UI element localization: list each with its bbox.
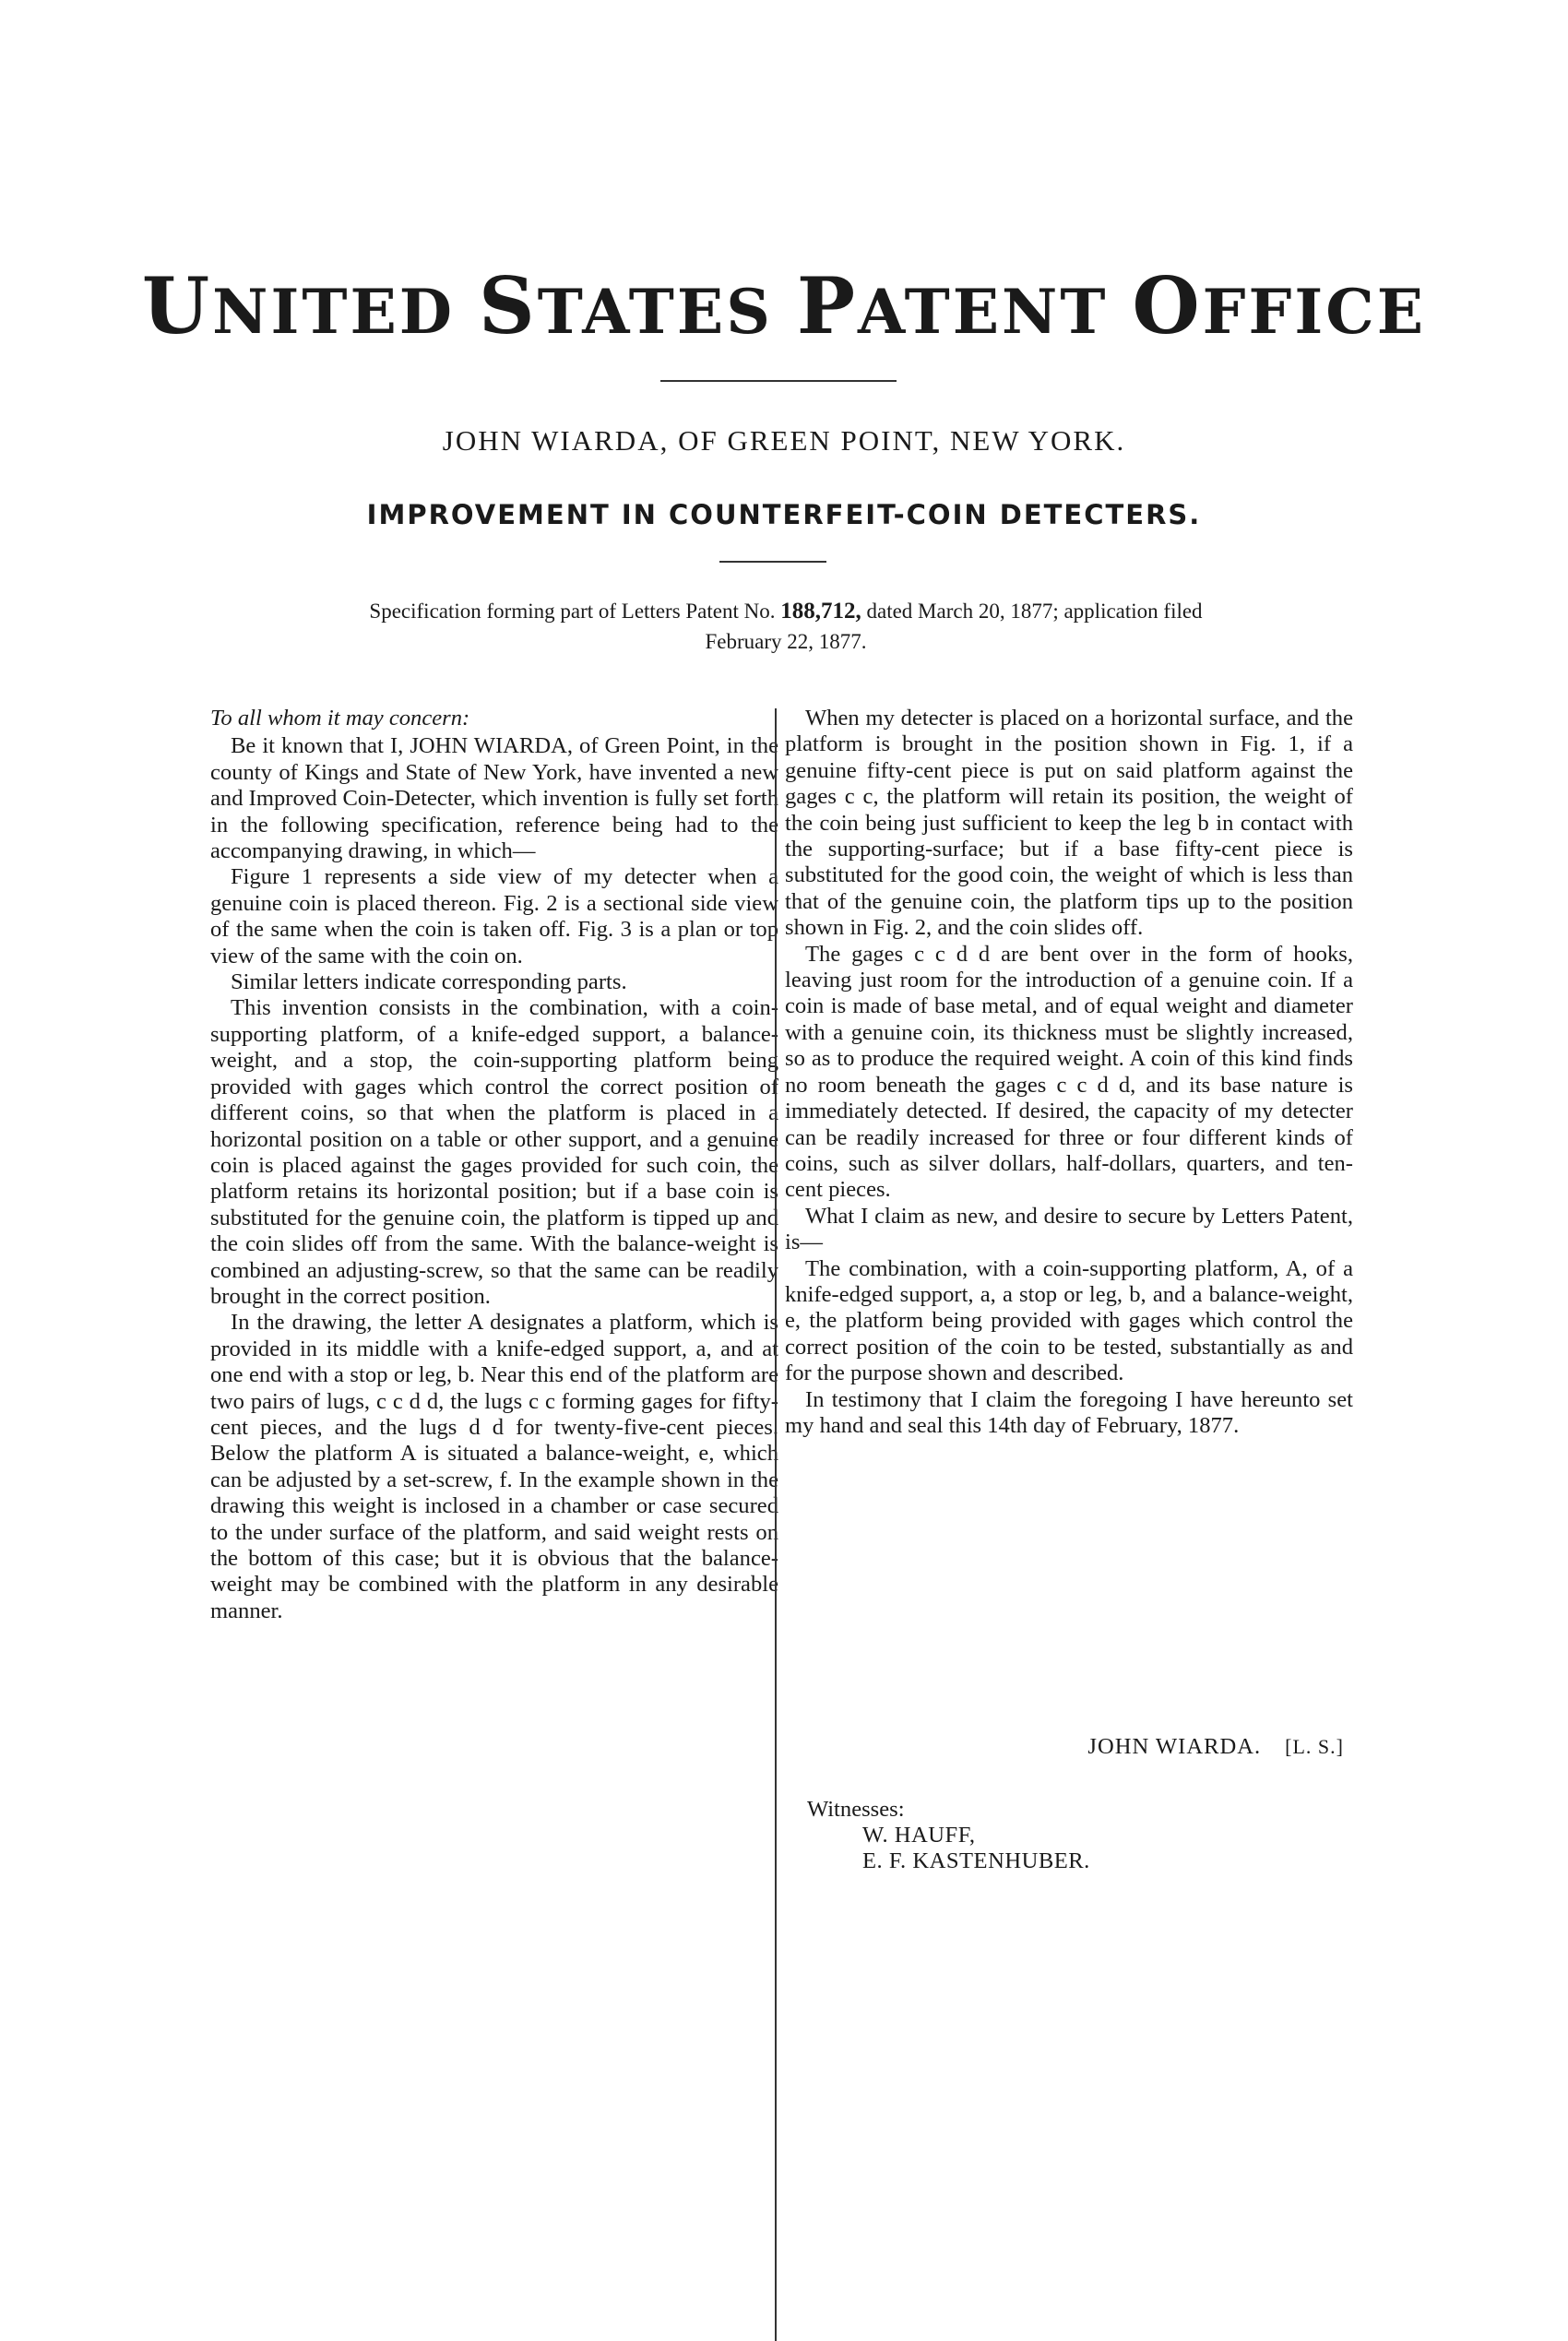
paragraph: The gages c c d d are bent over in the form of hooks, leaving just room for the introduction of a genuine coin. If a coin is made of base metal, and of equal weight and diameter with a genuine coin, its thickness must be slightly increased, so as to produce the required weight. A coin of this kind finds no room beneath the gages c c d d, and its base nature is immediately detected. If desired, the capacity of my detecter can be readily increased for three or four different kinds of coins, such as silver dollars, half-dollars, quarters, and ten-cent pieces.	[785, 941, 1353, 1203]
office-title-word: ATENT	[858, 276, 1109, 348]
spec-suffix: dated March 20, 1877; application filed	[866, 600, 1203, 623]
paragraph: Similar letters indicate corresponding parts.	[231, 969, 627, 995]
title-rule	[660, 380, 897, 382]
claim: The combination, with a coin-supporting platform, A, of a knife-edged support, a, a stop or leg, b, and a balance-weight, e, the platform being provided with gages which control the correct position of the coin to be tested, substantially as and for the purpose shown and described.	[785, 1255, 1353, 1386]
witnesses-label: Witnesses:	[807, 1797, 905, 1822]
spec-date-filed: February 22, 1877.	[705, 630, 867, 653]
column-divider	[775, 708, 777, 2341]
paragraph: This invention consists in the combination, with a coin-supporting platform, of a knife-edged support, a balance-weight, and a stop, the coin-supporting platform being provided with gages which control the correct position of different coins, so that when the platform is placed in a horizontal position on a table or other support, and a genuine coin is placed against the gages provided for such coin, the platform retains its horizontal position; but if a base coin is substituted for the genuine coin, the platform is tipped up and the coin slides off from the same. With the balance-weight is combined an adjusting-screw, so that the same can be readily brought in the correct position.	[210, 995, 778, 1309]
witness-name: W. HAUFF,	[862, 1823, 976, 1848]
seal-mark: [L. S.]	[1285, 1735, 1344, 1758]
improvement-title: IMPROVEMENT IN COUNTERFEIT-COIN DETECTERS.	[366, 499, 1202, 530]
signature	[1087, 1734, 1344, 1760]
spec-prefix: Specification forming part of Letters Patent No.	[369, 600, 776, 623]
office-title-word: NITED	[212, 276, 456, 348]
subtitle-rule	[719, 561, 826, 563]
witnesses	[807, 1797, 1090, 1873]
office-title	[0, 260, 1568, 351]
paragraph: Be it known that I, JOHN WIARDA, of Green Point, in the county of Kings and State of New York, have invented a new and Improved Coin-Detecter, which invention is fully set forth in the following specification, reference being had to the accompanying drawing, in which—	[210, 733, 778, 864]
claim-intro: What I claim as new, and desire to secure by Letters Patent, is—	[785, 1203, 1353, 1255]
paragraph: Figure 1 represents a side view of my detecter when a genuine coin is placed thereon. Fig. 2 is a sectional side view of the same when the coin is taken off. Fig. 3 is a plan or top view of the same with the coin on.	[210, 864, 778, 968]
office-title-word: FFICE	[1202, 276, 1427, 348]
left-column	[210, 706, 778, 1624]
office-title-initial: U	[141, 260, 213, 351]
signature-name: JOHN WIARDA.	[1087, 1734, 1262, 1759]
office-title-initial: S	[479, 260, 538, 351]
office-title-word: TATES	[537, 276, 773, 348]
office-title-initial: O	[1132, 260, 1203, 351]
patent-number: 188,712,	[780, 599, 861, 624]
office-title-initial: P	[796, 260, 859, 351]
paragraph: When my detecter is placed on a horizontal surface, and the platform is brought in the position shown in Fig. 1, if a genuine fifty-cent piece is put on said platform against the gages c c, the platform will retain its position, the weight of the coin being just sufficient to keep the leg b in contact with the supporting-surface; but if a base fifty-cent piece is substituted for the good coin, the weight of which is less than that of the genuine coin, the platform tips up to the position shown in Fig. 2, and the coin slides off.	[785, 706, 1353, 941]
witness-name: E. F. KASTENHUBER.	[862, 1848, 1090, 1873]
testimony: In testimony that I claim the foregoing I have hereunto set my hand and seal this 14th day of February, 1877.	[785, 1386, 1353, 1438]
salutation: To all whom it may concern:	[210, 706, 470, 731]
inventor-line: JOHN WIARDA, OF GREEN POINT, NEW YORK.	[442, 424, 1126, 457]
paragraph: In the drawing, the letter A designates a platform, which is provided in its middle with a knife-edged support, a, and at one end with a stop or leg, b. Near this end of the platform are two pairs of lugs, c c d d, the lugs c c forming gages for fifty-cent pieces, and the lugs d d for twenty-five-cent pieces. Below the platform A is situated a balance-weight, e, which can be adjusted by a set-screw, f. In the example shown in the drawing this weight is inclosed in a chamber or case secured to the under surface of the platform, and said weight rests on the bottom of this case; but it is obvious that the balance-weight may be combined with the platform in any desirable manner.	[210, 1310, 778, 1623]
right-column	[785, 706, 1353, 1439]
specification-line	[251, 596, 1321, 657]
